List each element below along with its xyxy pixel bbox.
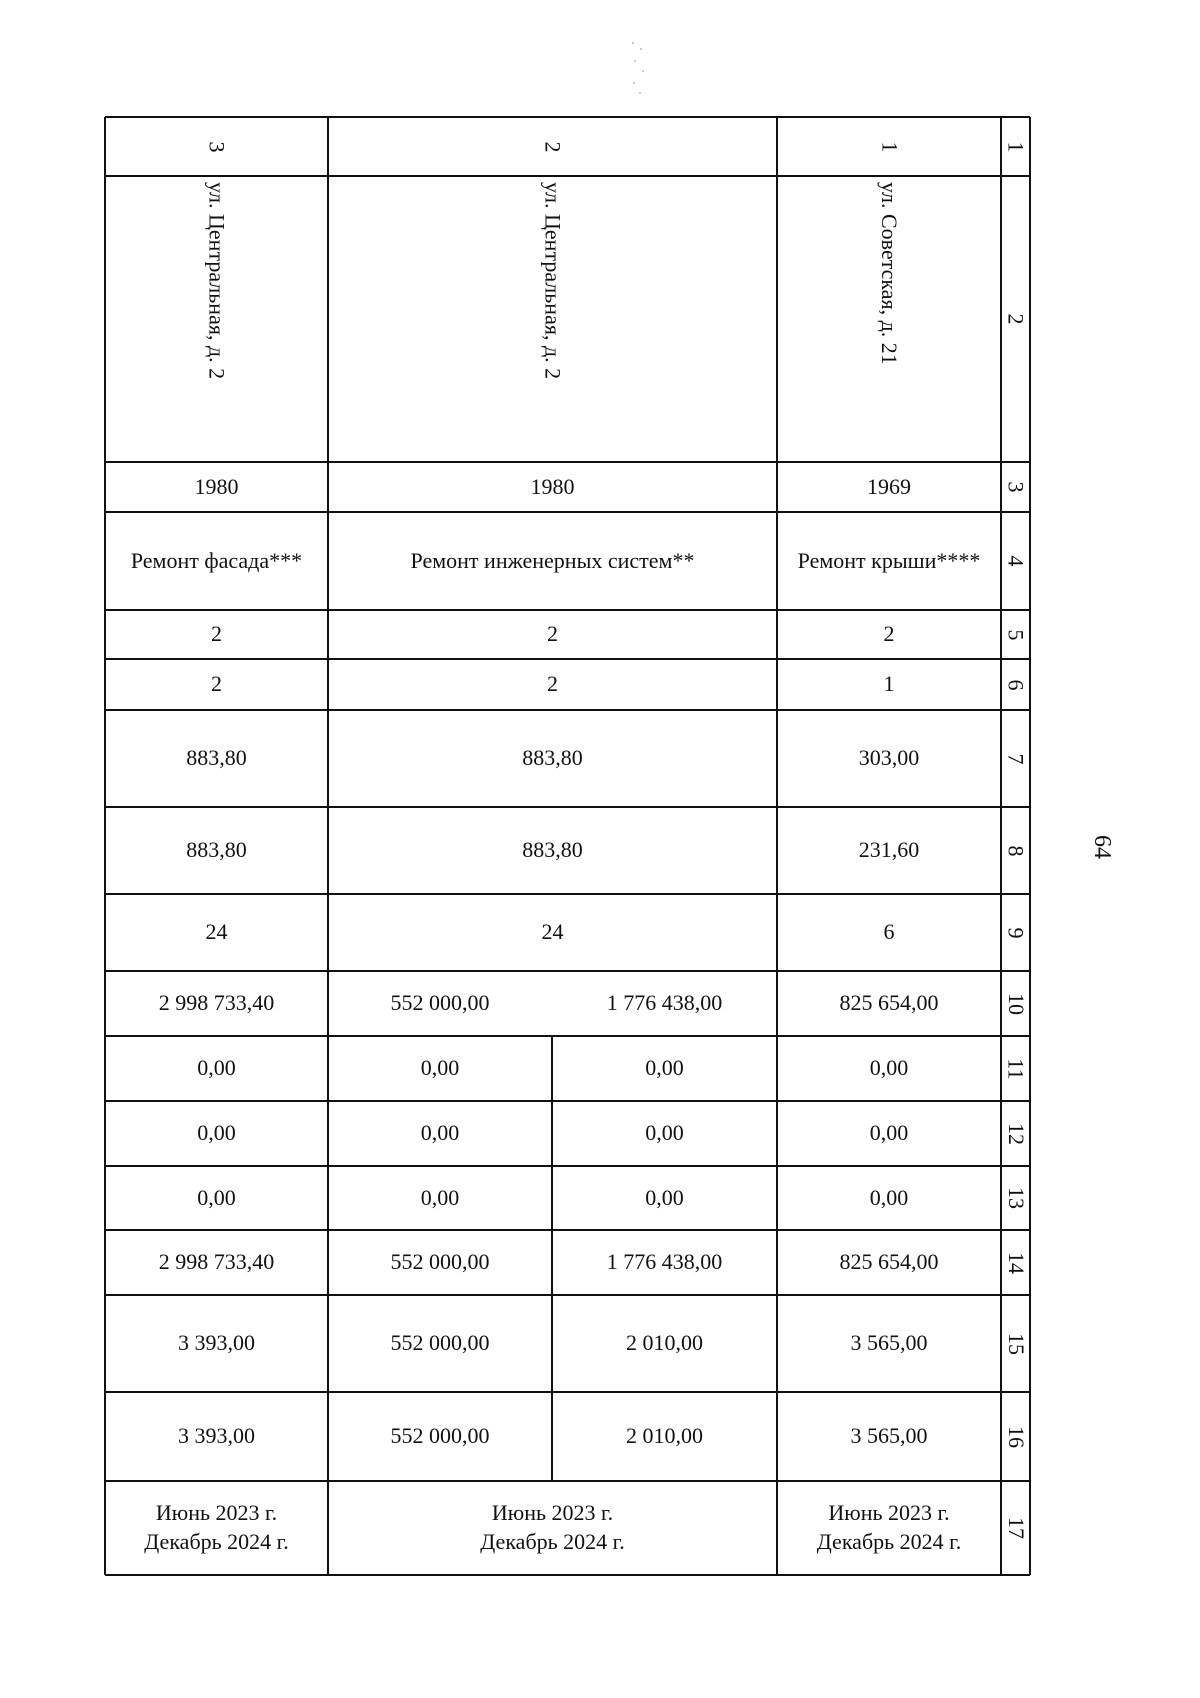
cost-c16: 3 393,00	[178, 1423, 255, 1449]
column-number-label: 16	[1003, 1425, 1029, 1448]
count-col-9: 24	[541, 919, 564, 945]
row-number-label: 1	[877, 141, 902, 152]
area-col-8: 231,60	[858, 837, 920, 863]
value-col-5: 2	[883, 621, 895, 647]
cost-c10: 2 998 733,40	[158, 990, 275, 1016]
cost-c15-phase-a: 552 000,00	[390, 1330, 490, 1356]
column-number	[1001, 1481, 1030, 1575]
column-number	[1001, 971, 1030, 1036]
row-number	[777, 117, 1001, 176]
build-year: 1969	[867, 473, 911, 499]
column-number	[1001, 462, 1030, 512]
address: ул. Центральная, д. 2	[540, 182, 566, 380]
work-type: Ремонт фасада***	[130, 547, 303, 573]
cost-c14-phase-a: 552 000,00	[390, 1249, 490, 1275]
cost-c12: 0,00	[197, 1120, 236, 1146]
area-col-7: 303,00	[858, 745, 920, 771]
area-col-8: 883,80	[522, 837, 583, 863]
column-number	[1001, 1392, 1030, 1481]
cost-c13-phase-b: 0,00	[645, 1184, 684, 1210]
cost-c12: 0,00	[869, 1120, 909, 1146]
column-number-label: 7	[1003, 753, 1029, 764]
cost-c13-phase-a: 0,00	[420, 1184, 460, 1210]
cost-c15-phase-b: 2 010,00	[626, 1330, 703, 1356]
address: ул. Советская, д. 21	[877, 182, 902, 365]
column-number	[1001, 512, 1030, 610]
column-number	[1001, 117, 1030, 176]
work-type: Ремонт крыши****	[797, 547, 981, 573]
column-number	[1001, 1101, 1030, 1166]
area-col-8: 883,80	[186, 837, 247, 863]
value-col-5: 2	[211, 621, 222, 647]
column-number-label: 3	[1003, 481, 1029, 493]
cost-c12-phase-b: 0,00	[645, 1120, 684, 1146]
column-number	[1001, 894, 1030, 971]
column-number-label: 10	[1003, 992, 1029, 1015]
period: Июнь 2023 г. Декабрь 2024 г.	[144, 1500, 289, 1554]
cost-c14-phase-b: 1 776 438,00	[606, 1249, 723, 1275]
page-number: 64	[1089, 835, 1115, 859]
column-number	[1001, 1036, 1030, 1101]
column-number-label: 6	[1003, 679, 1029, 690]
area-col-7: 883,80	[522, 745, 583, 771]
column-number-label: 4	[1003, 555, 1029, 567]
value-col-6: 2	[547, 671, 558, 697]
column-number-label: 12	[1003, 1122, 1029, 1145]
cost-c16-phase-b: 2 010,00	[626, 1423, 703, 1449]
column-number-label: 15	[1003, 1332, 1029, 1355]
cost-c10: 825 654,00	[839, 990, 939, 1016]
cost-c10-phase-b: 1 776 438,00	[606, 990, 723, 1016]
cost-c11: 0,00	[197, 1055, 236, 1081]
column-number-label: 5	[1003, 629, 1029, 640]
row-number	[105, 117, 328, 176]
cost-c15: 3 565,00	[850, 1330, 928, 1356]
column-number	[1001, 610, 1030, 659]
area-col-7: 883,80	[186, 745, 247, 771]
value-col-5: 2	[547, 621, 558, 647]
column-number	[1001, 807, 1030, 894]
period: Июнь 2023 г. Декабрь 2024 г.	[816, 1500, 962, 1554]
cost-c11-phase-a: 0,00	[420, 1055, 460, 1081]
cost-c13: 0,00	[869, 1184, 909, 1210]
row-number-label: 3	[204, 141, 230, 152]
cost-c14: 2 998 733,40	[158, 1249, 275, 1275]
value-col-6: 2	[211, 671, 222, 697]
cost-c10-phase-a: 552 000,00	[390, 990, 490, 1016]
cost-c11-phase-b: 0,00	[645, 1055, 684, 1081]
column-number-label: 14	[1003, 1251, 1029, 1274]
count-col-9: 6	[883, 919, 895, 945]
column-number-label: 1	[1003, 141, 1029, 152]
column-number	[1001, 1166, 1030, 1230]
cost-c16-phase-a: 552 000,00	[390, 1423, 490, 1449]
column-number-label: 13	[1003, 1187, 1029, 1209]
column-number-label: 11	[1003, 1057, 1029, 1080]
work-type: Ремонт инженерных систем**	[410, 547, 695, 573]
column-number	[1001, 710, 1030, 807]
value-col-6: 1	[883, 671, 895, 697]
count-col-9: 24	[205, 919, 228, 945]
column-number	[1001, 1295, 1030, 1392]
cost-c12-phase-a: 0,00	[420, 1120, 460, 1146]
row-number	[328, 117, 777, 176]
cost-c15: 3 393,00	[178, 1330, 255, 1356]
cost-c16: 3 565,00	[850, 1423, 928, 1449]
build-year: 1980	[530, 473, 575, 499]
column-number-label: 8	[1003, 845, 1029, 856]
column-number-label: 2	[1003, 313, 1029, 325]
column-number	[1001, 659, 1030, 710]
column-number	[1001, 176, 1030, 462]
column-number	[1001, 1230, 1030, 1295]
cost-c13: 0,00	[197, 1184, 236, 1210]
cost-c11: 0,00	[869, 1055, 909, 1081]
column-number-label: 17	[1003, 1517, 1029, 1539]
address: ул. Центральная, д. 2	[204, 182, 230, 380]
row-number-label: 2	[540, 141, 566, 152]
column-number-label: 9	[1003, 927, 1029, 938]
cost-c14: 825 654,00	[839, 1249, 939, 1275]
build-year: 1980	[194, 473, 239, 499]
period: Июнь 2023 г. Декабрь 2024 г.	[480, 1500, 625, 1554]
